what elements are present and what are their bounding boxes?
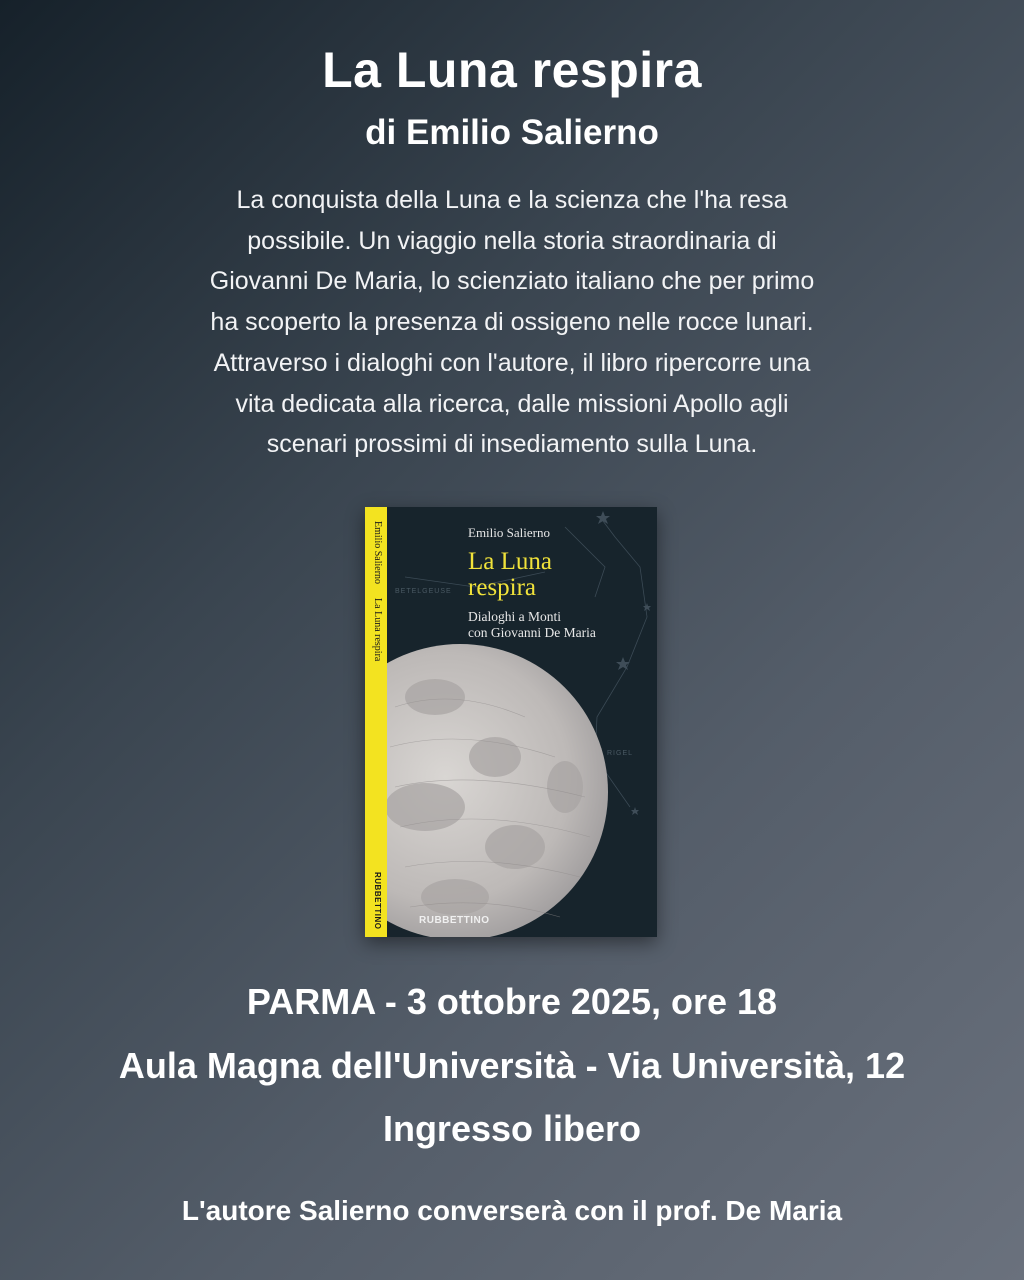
cover-title-line: La Luna bbox=[468, 548, 552, 575]
event-entry: Ingresso libero bbox=[382, 1108, 642, 1149]
page-title: La Luna respira bbox=[322, 42, 702, 98]
spine-publisher: RUBBETTINO bbox=[373, 871, 382, 929]
cover-spine bbox=[365, 507, 387, 937]
cover-subtitle-line: con Giovanni De Maria bbox=[468, 625, 596, 640]
description-line: La conquista della Luna e la scienza che l'ha resa bbox=[236, 186, 788, 214]
star-label: RIGEL bbox=[607, 750, 634, 757]
description-line: ha scoperto la presenza di ossigeno nelle rocce lunari. bbox=[210, 308, 814, 337]
event-date: PARMA - 3 ottobre 2025, ore 18 bbox=[246, 981, 778, 1022]
event-venue: Aula Magna dell'Università - Via Università, 12 bbox=[118, 1045, 906, 1086]
star-label: BETELGEUSE bbox=[395, 588, 452, 595]
description-line: possibile. Un viaggio nella storia straordinaria di bbox=[247, 226, 777, 255]
book-description bbox=[140, 180, 884, 465]
page-subtitle: di Emilio Salierno bbox=[365, 113, 659, 152]
cover-subtitle-line: Dialoghi a Monti bbox=[468, 609, 561, 624]
cover-publisher: RUBBETTINO bbox=[419, 915, 490, 926]
spine-author: Emilio Salierno bbox=[372, 521, 383, 585]
cover-title bbox=[468, 549, 648, 601]
book-cover bbox=[365, 507, 657, 937]
description-line: scenari prossimi di insediamento sulla Luna. bbox=[266, 430, 758, 459]
event-note: L'autore Salierno converserà con il prof. De Maria bbox=[181, 1195, 843, 1226]
description-line: vita dedicata alla ricerca, dalle missioni Apollo agli bbox=[235, 389, 789, 418]
cover-subtitle bbox=[468, 609, 648, 641]
cover-author: Emilio Salierno bbox=[468, 525, 550, 540]
description-line: Attraverso i dialoghi con l'autore, il libro ripercorre una bbox=[213, 348, 811, 377]
description-line: Giovanni De Maria, lo scienziato italiano che per primo bbox=[209, 267, 815, 296]
cover-title-line: respira bbox=[468, 574, 537, 601]
spine-title: La Luna respira bbox=[372, 598, 383, 662]
